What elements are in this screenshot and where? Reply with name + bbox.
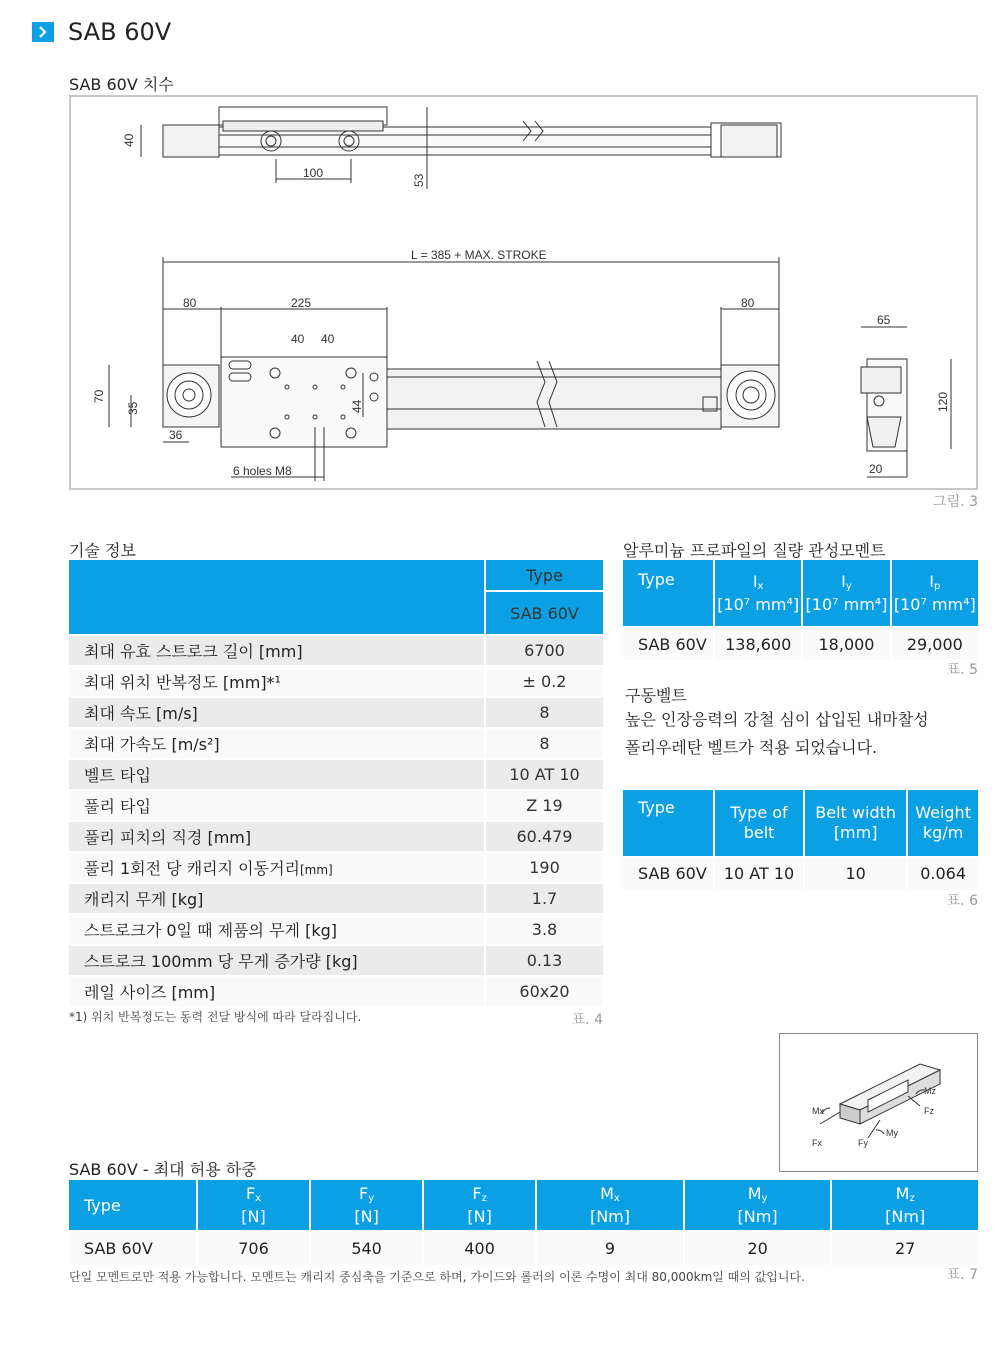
tech-header-type: Type <box>486 560 603 590</box>
moment-cell-iy: 18,000 <box>803 628 889 660</box>
moment-title: 알루미늄 프로파일의 질량 관성모멘트 <box>623 541 886 560</box>
fz-sub: z <box>481 1192 487 1204</box>
dim-40a: 40 <box>291 332 305 346</box>
tech-label-unit: [mm] <box>300 863 333 877</box>
tech-label: 풀리 타입 <box>69 791 484 820</box>
iy-symbol: I <box>841 571 846 591</box>
my-label: My <box>886 1128 898 1138</box>
tech-label: 레일 사이즈 [mm] <box>69 977 484 1006</box>
dim-length: L = 385 + MAX. STROKE <box>411 248 547 262</box>
load-cell-mx: 9 <box>537 1232 683 1265</box>
load-cell-mz: 27 <box>832 1232 978 1265</box>
tech-header-model: SAB 60V <box>486 592 603 634</box>
tech-value: 0.13 <box>486 946 603 975</box>
belt-header-type: Type <box>623 790 713 856</box>
mx-symbol: M <box>600 1183 614 1203</box>
dim-120: 120 <box>936 391 950 412</box>
load-cell-fz: 400 <box>424 1232 535 1265</box>
tech-label-cell <box>69 853 484 882</box>
load-cell-fx: 706 <box>198 1232 309 1265</box>
fy-label: Fy <box>858 1138 868 1148</box>
fy-unit: [N] <box>354 1206 379 1226</box>
belt-table <box>621 788 980 892</box>
ip-unit: [10⁷ mm⁴] <box>893 594 976 614</box>
load-table <box>67 1178 980 1267</box>
dim-40b: 40 <box>321 332 335 346</box>
my-symbol: M <box>747 1183 762 1203</box>
tech-label: 풀리 피치의 직경 [mm] <box>69 822 484 851</box>
tech-value: 3.8 <box>486 915 603 944</box>
iy-unit: [10⁷ mm⁴] <box>805 594 888 614</box>
tech-footnote: *1) 위치 반복정도는 동력 전달 방식에 따라 달라집니다. <box>69 1010 362 1024</box>
belt-header-weight-l2: kg/m <box>922 823 964 842</box>
page-title: SAB 60V <box>68 18 172 46</box>
drive-belt-line1: 높은 인장응력의 강철 심이 삽입된 내마찰성 <box>625 710 929 729</box>
dim-65: 65 <box>877 313 891 327</box>
moment-cell-ix: 138,600 <box>715 628 801 660</box>
tech-title: 기술 정보 <box>69 541 136 560</box>
ix-sub: x <box>757 580 764 592</box>
fx-unit: [N] <box>241 1206 266 1226</box>
belt-header-width-l1: Belt width <box>815 803 897 822</box>
belt-header-weight-l1: Weight <box>915 803 971 822</box>
tech-label: 캐리지 무게 [kg] <box>69 884 484 913</box>
fy-sub: y <box>368 1192 375 1204</box>
mx-label: Mx <box>812 1106 824 1116</box>
dimension-drawing <box>69 95 978 490</box>
drive-belt-title: 구동벨트 <box>625 686 687 705</box>
tech-value: 8 <box>486 729 603 758</box>
tech-label: 최대 위치 반복정도 [mm]*¹ <box>69 667 484 696</box>
load-header-mx <box>537 1180 683 1230</box>
dim-70: 70 <box>92 389 106 403</box>
tech-value: 10 AT 10 <box>486 760 603 789</box>
load-header-fx <box>198 1180 309 1230</box>
tech-label: 최대 속도 [m/s] <box>69 698 484 727</box>
load-header-mz <box>832 1180 978 1230</box>
dim-40: 40 <box>122 133 136 147</box>
moment-table <box>621 558 980 662</box>
my-sub: y <box>761 1192 768 1204</box>
tech-value: 60x20 <box>486 977 603 1006</box>
belt-header-belt <box>715 790 803 856</box>
tech-label: 최대 가속도 [m/s²] <box>69 729 484 758</box>
load-caption: 표. 7 <box>946 1267 978 1283</box>
drive-belt-line2: 폴리우레탄 벨트가 적용 되었습니다. <box>625 738 878 757</box>
moment-cell-ip: 29,000 <box>892 628 978 660</box>
dim-80a: 80 <box>183 296 197 310</box>
load-header-type: Type <box>69 1180 196 1230</box>
belt-cell-type: SAB 60V <box>623 858 713 890</box>
dim-20: 20 <box>869 462 883 476</box>
fz-unit: [N] <box>467 1206 492 1226</box>
dim-80b: 80 <box>741 296 755 310</box>
tech-value: 60.479 <box>486 822 603 851</box>
belt-cell-width: 10 <box>805 858 906 890</box>
load-footnote: 단일 모멘트로만 적용 가능합니다. 모멘트는 캐리지 중심축을 기준으로 하며, 가이드와 롤러의 이론 수명이 최대 80,000km일 때의 값입니다. <box>69 1270 805 1284</box>
ip-sub: p <box>934 580 941 592</box>
tech-label: 벨트 타입 <box>69 760 484 789</box>
fy-symbol: F <box>359 1183 369 1203</box>
mz-sub: z <box>909 1192 915 1204</box>
holes-label: 6 holes M8 <box>233 464 292 478</box>
tech-value: ± 0.2 <box>486 667 603 696</box>
tech-label: 스트로크 100mm 당 무게 증가량 [kg] <box>69 946 484 975</box>
tech-header-blank <box>69 560 484 634</box>
moment-caption: 표. 5 <box>946 662 978 678</box>
tech-caption: 표. 4 <box>571 1012 603 1028</box>
moment-header-type: Type <box>623 560 713 626</box>
dim-36: 36 <box>169 428 183 442</box>
load-title: SAB 60V - 최대 허용 하중 <box>69 1160 257 1179</box>
tech-value: 190 <box>486 853 603 882</box>
my-unit: [Nm] <box>737 1206 778 1226</box>
ip-symbol: I <box>929 571 934 591</box>
belt-header-belt-l1: Type of <box>730 803 788 822</box>
fz-symbol: F <box>472 1183 482 1203</box>
moment-header-ip <box>892 560 978 626</box>
tech-label: 최대 유효 스트로크 길이 [mm] <box>69 636 484 665</box>
belt-header-width-l2: [mm] <box>833 823 878 842</box>
moment-header-iy <box>803 560 889 626</box>
tech-value: 6700 <box>486 636 603 665</box>
ix-unit: [10⁷ mm⁴] <box>717 594 800 614</box>
load-cell-my: 20 <box>685 1232 831 1265</box>
mx-sub: x <box>613 1192 620 1204</box>
dim-53: 53 <box>412 173 426 187</box>
moment-diagram <box>779 1033 978 1172</box>
dim-44: 44 <box>350 399 364 413</box>
fx-sub: x <box>255 1192 262 1204</box>
belt-header-width <box>805 790 906 856</box>
mz-label: Mz <box>924 1086 936 1096</box>
load-cell-type: SAB 60V <box>69 1232 196 1265</box>
fx-symbol: F <box>245 1183 256 1203</box>
mz-symbol: M <box>895 1183 910 1203</box>
dim-225: 225 <box>291 296 312 310</box>
fz-label: Fz <box>924 1106 934 1116</box>
tech-value: 1.7 <box>486 884 603 913</box>
figure-caption: 그림. 3 <box>933 494 978 510</box>
load-header-my <box>685 1180 831 1230</box>
iy-sub: y <box>845 580 852 592</box>
belt-cell-weight: 0.064 <box>908 858 978 890</box>
fx-label: Fx <box>812 1138 822 1148</box>
mz-unit: [Nm] <box>885 1206 926 1226</box>
tech-label: 풀리 1회전 당 캐리지 이동거리 <box>84 859 300 878</box>
belt-cell-belt: 10 AT 10 <box>715 858 803 890</box>
tech-value: Z 19 <box>486 791 603 820</box>
tech-table <box>67 558 605 1008</box>
mx-unit: [Nm] <box>589 1206 630 1226</box>
load-cell-fy: 540 <box>311 1232 422 1265</box>
ix-symbol: I <box>752 571 758 591</box>
drawing-title: SAB 60V 치수 <box>69 75 174 94</box>
moment-cell-type: SAB 60V <box>623 628 713 660</box>
load-header-fy <box>311 1180 422 1230</box>
load-header-fz <box>424 1180 535 1230</box>
belt-header-weight <box>908 790 978 856</box>
belt-header-belt-l2: belt <box>743 823 775 842</box>
tech-label: 스트로크가 0일 때 제품의 무게 [kg] <box>69 915 484 944</box>
moment-header-ix <box>715 560 801 626</box>
chevron-right-icon <box>32 22 54 42</box>
dim-35: 35 <box>126 401 140 415</box>
dim-100: 100 <box>303 166 324 180</box>
belt-caption: 표. 6 <box>946 893 978 909</box>
tech-value: 8 <box>486 698 603 727</box>
